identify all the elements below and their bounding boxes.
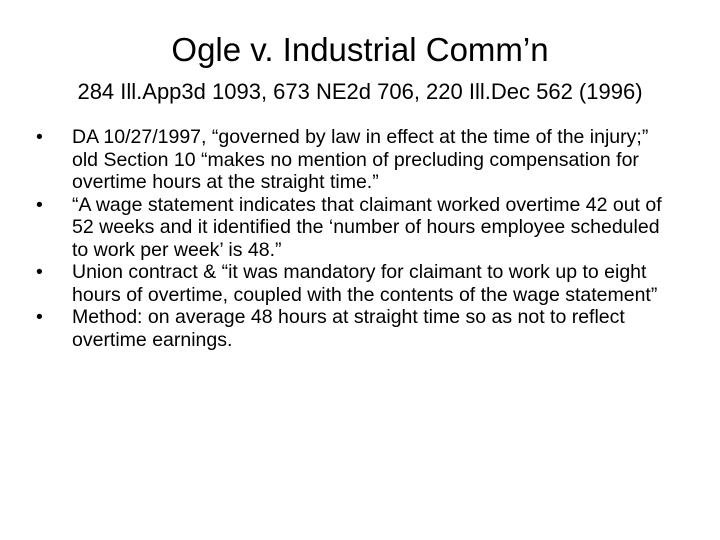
bullet-text: Union contract & “it was mandatory for claimant to work up to eight hours of overtime, coupled with the contents of the wage statement” xyxy=(72,261,658,306)
slide-title: Ogle v. Industrial Comm’n xyxy=(171,31,549,68)
bullet-marker: • xyxy=(36,306,43,328)
case-citation: 284 Ill.App3d 1093, 673 NE2d 706, 220 Ill.Dec 562 (1996) xyxy=(77,79,643,104)
bullet-item xyxy=(36,126,676,194)
bullet-text: Method: on average 48 hours at straight time so as not to reflect overtime earnings. xyxy=(72,306,625,351)
bullet-item xyxy=(36,261,676,306)
bullet-marker: • xyxy=(36,193,43,216)
bullet-item xyxy=(36,194,676,262)
bullet-item xyxy=(36,306,676,351)
bullet-text: DA 10/27/1997, “governed by law in effect at the time of the injury;” old Section 10 “makes no mention of precluding compensation for overtime hours at the straight time.” xyxy=(72,126,649,193)
bullet-marker: • xyxy=(36,126,43,148)
bullet-list xyxy=(36,126,676,351)
bullet-marker: • xyxy=(36,261,43,283)
bullet-text: “A wage statement indicates that claimant worked overtime 42 out of 52 weeks and it identified the ‘number of hours employee scheduled to work per week’ is 48.” xyxy=(72,193,662,261)
